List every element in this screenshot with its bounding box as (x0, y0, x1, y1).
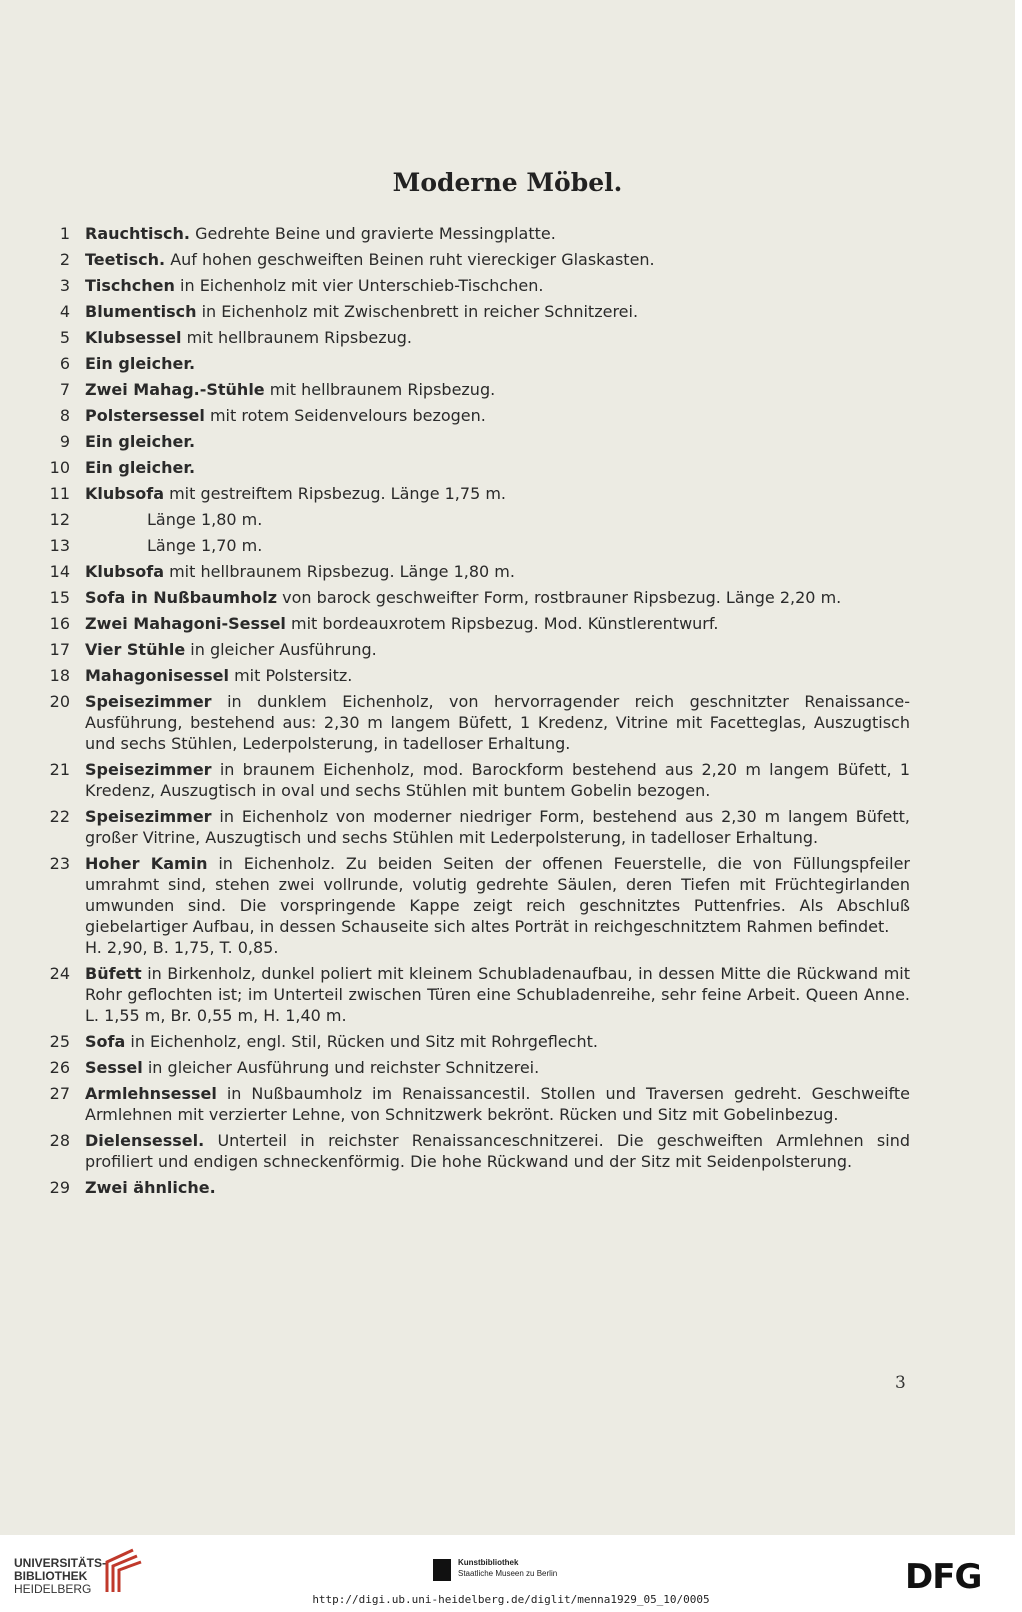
entry-number: 11 (49, 484, 70, 503)
entry-heading: Mahagonisessel (85, 666, 229, 685)
entry-text (85, 1055, 910, 1081)
entry-description: mit hellbraunem Ripsbezug. Länge 1,80 m. (169, 562, 515, 581)
entry-dimensions: H. 2,90, B. 1,75, T. 0,85. (85, 938, 279, 957)
entry-number: 4 (59, 302, 70, 321)
entry-text (85, 851, 910, 961)
entry-number: 8 (59, 406, 70, 425)
entry-text (85, 299, 910, 325)
entry-text (85, 1128, 910, 1175)
entry-text (85, 637, 910, 663)
entry-description: mit hellbraunem Ripsbezug. (186, 328, 413, 347)
entry-number: 1 (59, 224, 70, 243)
entry-number: 22 (49, 807, 70, 826)
entry-number: 23 (49, 854, 70, 873)
catalog-entry (40, 455, 910, 481)
catalog-entry (40, 689, 910, 757)
catalog-entry (40, 1055, 910, 1081)
catalog-entry (40, 663, 910, 689)
entry-description: mit Polstersitz. (234, 666, 353, 685)
university-library-logo[interactable] (14, 1557, 106, 1596)
catalog-entry (40, 221, 910, 247)
entry-number: 26 (49, 1058, 70, 1077)
catalog-entry (40, 1175, 910, 1201)
entry-description: Unterteil in reichster Renaissanceschnitzerei. Die geschweiften Armlehnen sind profiliert und endigen schneckenförmig. Die hohe Rückwand und der Sitz mit Seidenpolsterung. (85, 1131, 910, 1171)
entry-number: 6 (59, 354, 70, 373)
entry-number: 25 (49, 1032, 70, 1051)
entry-description: mit hellbraunem Ripsbezug. (269, 380, 496, 399)
university-logo-icon (103, 1548, 143, 1594)
catalog-entry (40, 247, 910, 273)
entry-heading: Klubsessel (85, 328, 182, 347)
catalog-entry (40, 429, 910, 455)
catalog-entry (40, 559, 910, 585)
entry-text (85, 429, 910, 455)
catalog-entry (40, 351, 910, 377)
catalog-entry (40, 804, 910, 851)
entry-description: in dunklem Eichenholz, von hervorragender reich geschnitzter Renaissance-Ausführung, bestehend aus: 2,30 m langem Büfett, 1 Kredenz, Vitrine mit Facetteglas, Auszugtisch und sechs Stühlen, Lederpolsterung, in tadelloser Erhaltung. (85, 692, 910, 753)
entry-description: in Eichenholz von moderner niedriger Form, bestehend aus 2,30 m langem Büfett, großer Vitrine, Auszugtisch und sechs Stühlen mit Lederpolsterung, in tadelloser Erhaltung. (85, 807, 910, 847)
entry-text (85, 1175, 910, 1201)
entry-text (85, 273, 910, 299)
entry-description: in Eichenholz. Zu beiden Seiten der offenen Feuerstelle, die von Füllungspfeiler umrahmt sind, stehen zwei vollrunde, volutig gedrehte Säulen, deren Tiefen mit Früchtegirlanden umwunden sind. Die vorspringende Kappe zeigt reich geschnitztes Puttenfries. Als Abschluß giebelartiger Aufbau, in dessen Schauseite sich altes Porträt in reichgeschnitztem Rahmen befindet. (85, 854, 910, 936)
entry-number: 21 (49, 760, 70, 779)
entry-description: mit rotem Seidenvelours bezogen. (209, 406, 486, 425)
entry-description: in Eichenholz mit vier Unterschieb-Tischchen. (180, 276, 544, 295)
entry-number: 2 (59, 250, 70, 269)
kunstbibliothek-logo-icon (433, 1559, 451, 1581)
entry-number: 24 (49, 964, 70, 983)
entry-text (85, 1081, 910, 1128)
entry-description: Gedrehte Beine und gravierte Messingplatte. (195, 224, 556, 243)
entry-heading: Sofa in Nußbaumholz (85, 588, 278, 607)
entry-text (85, 221, 910, 247)
entry-heading: Zwei Mahagoni-Sessel (85, 614, 286, 633)
entry-description: mit gestreiftem Ripsbezug. Länge 1,75 m. (169, 484, 506, 503)
entry-heading: Klubsofa (85, 562, 164, 581)
entry-number: 5 (59, 328, 70, 347)
uni-logo-line2: BIBLIOTHEK (14, 1569, 88, 1583)
kb-line1: Kunstbibliothek (458, 1558, 519, 1567)
kunstbibliothek-logo[interactable] (458, 1557, 557, 1579)
entry-heading: Büfett (85, 964, 142, 983)
catalog-entry (40, 757, 910, 804)
entry-heading: Ein gleicher. (85, 354, 196, 373)
entry-text (85, 689, 910, 757)
entry-heading: Armlehnsessel (85, 1084, 217, 1103)
catalog-entry (40, 611, 910, 637)
entry-description: von barock geschweifter Form, rostbrauner Ripsbezug. Länge 2,20 m. (282, 588, 842, 607)
entry-text (85, 1029, 910, 1055)
catalog-entry (40, 1029, 910, 1055)
entry-number: 10 (49, 458, 70, 477)
entry-description: in Eichenholz, engl. Stil, Rücken und Sitz mit Rohrgeflecht. (130, 1032, 598, 1051)
entry-heading: Speisezimmer (85, 807, 212, 826)
catalog-entry (40, 481, 910, 507)
entry-heading: Teetisch. (85, 250, 166, 269)
entry-description: in Nußbaumholz im Renaissancestil. Stollen und Traversen gedreht. Geschweifte Armlehnen mit verzierter Lehne, von Schnitzwerk bekrönt. Rücken und Sitz mit Gobelinbezug. (85, 1084, 910, 1124)
entry-text (85, 351, 910, 377)
entry-heading: Sofa (85, 1032, 126, 1051)
entry-heading: Sessel (85, 1058, 143, 1077)
entry-number: 12 (49, 510, 70, 529)
entry-number: 20 (49, 692, 70, 711)
uni-logo-line3: HEIDELBERG (14, 1582, 92, 1596)
catalog-entry (40, 403, 910, 429)
entry-heading: Vier Stühle (85, 640, 186, 659)
entry-number: 18 (49, 666, 70, 685)
entry-number: 7 (59, 380, 70, 399)
entry-heading: Ein gleicher. (85, 458, 196, 477)
entry-heading: Speisezimmer (85, 760, 212, 779)
entry-heading: Speisezimmer (85, 692, 212, 711)
entry-text (85, 804, 910, 851)
entry-description: in gleicher Ausführung. (190, 640, 377, 659)
entry-description: in braunem Eichenholz, mod. Barockform bestehend aus 2,20 m langem Büfett, 1 Kredenz, Auszugtisch in oval und sechs Stühlen mit buntem Gobelin bezogen. (85, 760, 910, 800)
entry-number: 14 (49, 562, 70, 581)
entry-heading: Dielensessel. (85, 1131, 205, 1150)
entry-heading: Polstersessel (85, 406, 205, 425)
entry-heading: Zwei ähnliche. (85, 1178, 216, 1197)
entry-number: 15 (49, 588, 70, 607)
catalog-entry (40, 533, 910, 559)
entry-description: Auf hohen geschweiften Beinen ruht viereckiger Glaskasten. (170, 250, 655, 269)
entry-number: 27 (49, 1084, 70, 1103)
footer-bar (0, 1535, 1022, 1612)
entry-heading: Zwei Mahag.-Stühle (85, 380, 265, 399)
entry-text (85, 585, 910, 611)
entry-heading: Hoher Kamin (85, 854, 208, 873)
entry-text (85, 247, 910, 273)
entry-description: Länge 1,70 m. (147, 536, 263, 555)
page-url[interactable]: http://digi.ub.uni-heidelberg.de/diglit/menna1929_05_10/0005 (312, 1593, 710, 1606)
page-title: Moderne Möbel. (392, 168, 623, 197)
entry-number: 3 (59, 276, 70, 295)
entry-description: in Eichenholz mit Zwischenbrett in reicher Schnitzerei. (201, 302, 639, 321)
entry-heading: Rauchtisch. (85, 224, 190, 243)
entry-description: in gleicher Ausführung und reichster Schnitzerei. (147, 1058, 540, 1077)
catalog-entry (40, 851, 910, 961)
entry-text (85, 403, 910, 429)
entry-number: 17 (49, 640, 70, 659)
catalog-entry (40, 507, 910, 533)
uni-logo-line1: UNIVERSITÄTS- (14, 1556, 107, 1570)
catalog-entry (40, 377, 910, 403)
entry-text (85, 325, 910, 351)
catalog-entry (40, 325, 910, 351)
entry-heading: Ein gleicher. (85, 432, 196, 451)
entry-number: 13 (49, 536, 70, 555)
entry-number: 16 (49, 614, 70, 633)
catalog-entry (40, 637, 910, 663)
entry-number: 9 (59, 432, 70, 451)
entry-heading: Blumentisch (85, 302, 197, 321)
entry-number: 29 (49, 1178, 70, 1197)
entry-text (85, 961, 910, 1029)
entry-description: mit bordeauxrotem Ripsbezug. Mod. Künstlerentwurf. (291, 614, 719, 633)
entry-description: in Birkenholz, dunkel poliert mit kleinem Schubladenaufbau, in dessen Mitte die Rückwand mit Rohr geflochten ist; im Unterteil zwischen Türen eine Schubladenreihe, sehr feine Arbeit. Queen Anne. L. 1,55 m, Br. 0,55 m, H. 1,40 m. (85, 964, 911, 1025)
entry-text (85, 611, 910, 637)
entry-text (85, 533, 910, 559)
catalog-entry (40, 273, 910, 299)
entry-description: Länge 1,80 m. (147, 510, 263, 529)
entry-heading: Klubsofa (85, 484, 164, 503)
catalog-entry (40, 585, 910, 611)
entry-text (85, 507, 910, 533)
entry-text (85, 455, 910, 481)
entry-text (85, 757, 910, 804)
catalog-entry (40, 961, 910, 1029)
catalog-entry (40, 1128, 910, 1175)
catalog-entry (40, 299, 910, 325)
kb-line2: Staatliche Museen zu Berlin (458, 1569, 558, 1578)
entry-text (85, 481, 910, 507)
catalog-entry (40, 1081, 910, 1128)
page-number: 3 (895, 1373, 906, 1393)
entry-text (85, 663, 910, 689)
entry-text (85, 559, 910, 585)
entry-heading: Tischchen (85, 276, 175, 295)
catalog-entries (40, 221, 910, 1201)
dfg-logo[interactable]: DFG (905, 1557, 982, 1597)
entry-number: 28 (49, 1131, 70, 1150)
entry-text (85, 377, 910, 403)
